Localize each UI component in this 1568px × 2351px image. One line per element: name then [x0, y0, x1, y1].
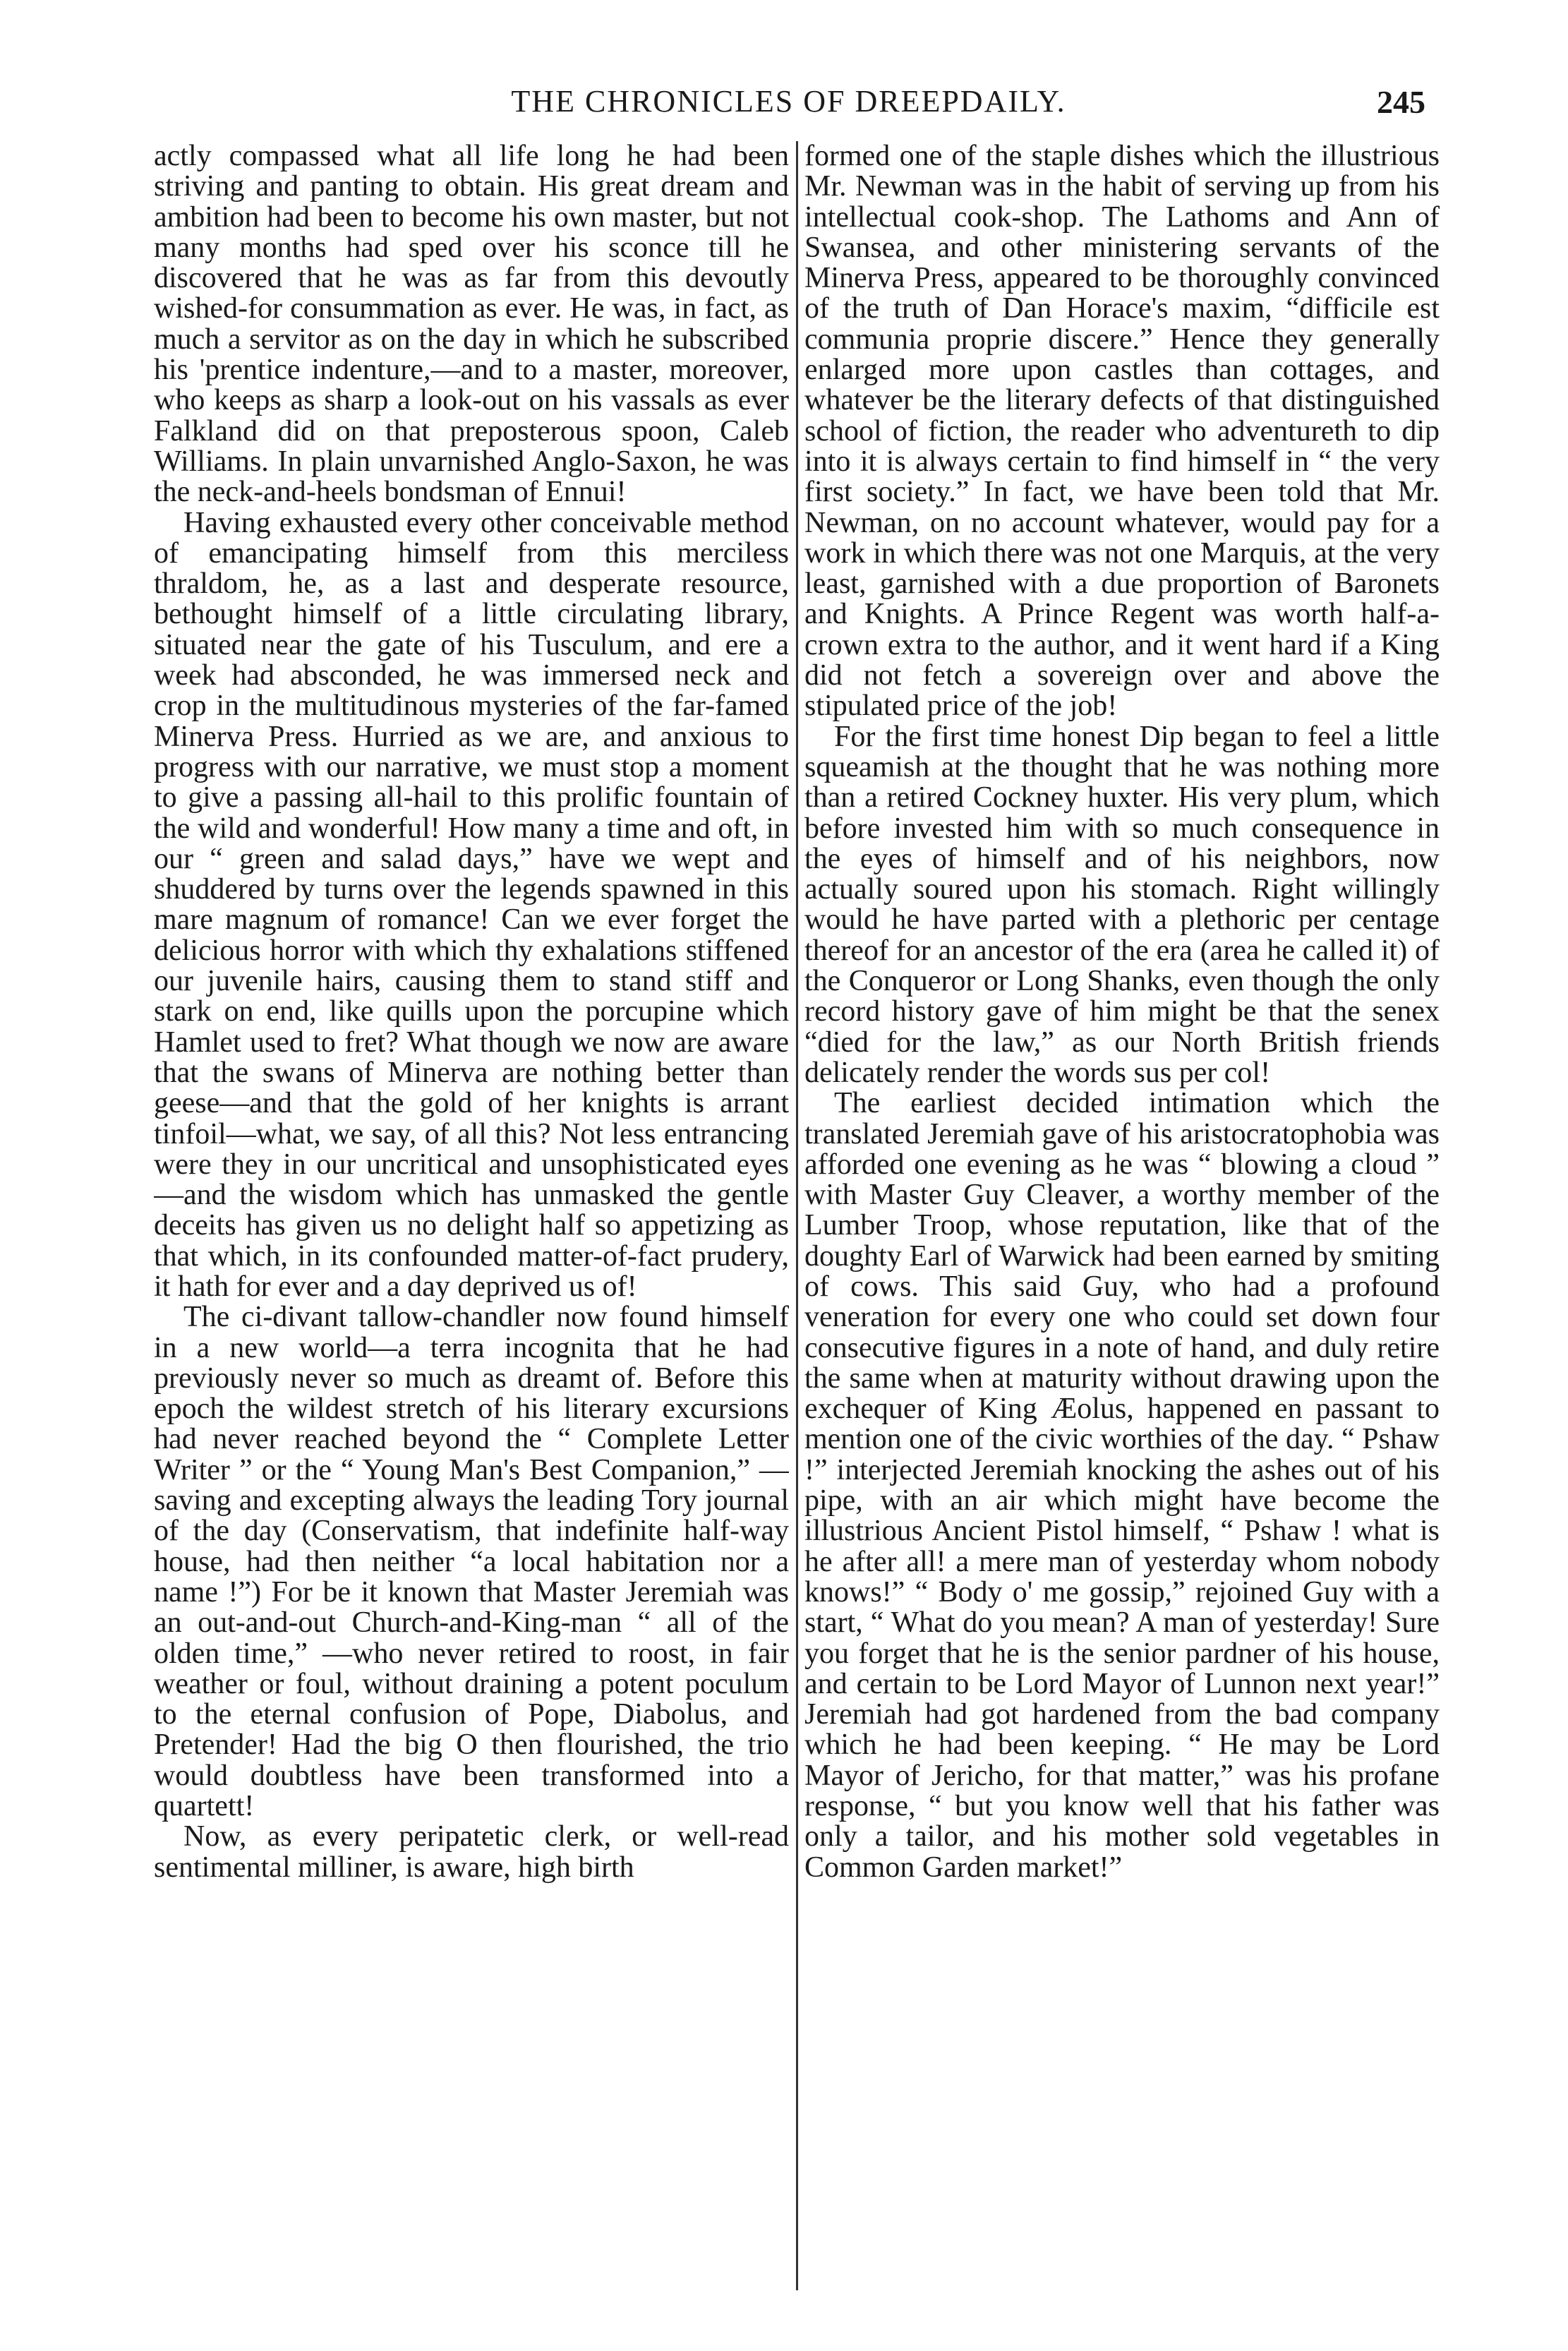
page-number: 245	[1377, 84, 1425, 120]
running-title: THE CHRONICLES OF DREEPDAILY.	[511, 84, 1066, 119]
left-paragraph-1: actly compassed what all life long he had been striving and panting to obtain. His great dream and ambition had been to become his own master, but not many months had sped over his sconce till he discovered that he was as far from this devoutly wished-for consummation as ever. He was, in fact, as much a servitor as on the day in which he subscribed his 'prentice indenture,—and to a master, moreover, who keeps as sharp a look-out on his vassals as ever Falkland did on that preposterous spoon, Caleb Williams. In plain unvarnished Anglo-Saxon, he was the neck-and-heels bondsman of Ennui!	[154, 141, 789, 509]
running-head	[152, 83, 1425, 126]
right-paragraph-1: formed one of the staple dishes which the illustrious Mr. Newman was in the habit of serving up from his intellectual cook-shop. The Lathoms and Ann of Swansea, and other ministering servants of the Minerva Press, appeared to be thoroughly convinced of the truth of Dan Horace's maxim, “difficile est communia proprie discere.” Hence they generally enlarged more upon castles than cottages, and whatever be the literary defects of that distinguished school of fiction, the reader who adventureth to dip into it is always certain to find himself in “ the very first society.” In fact, we have been told that Mr. Newman, on no account whatever, would pay for a work in which there was not one Marquis, at the very least, garnished with a due proportion of Baronets and Knights. A Prince Regent was worth half-a-crown extra to the author, and it went hard if a King did not fetch a sovereign over and above the stipulated price of the job!	[804, 141, 1440, 723]
left-paragraph-3: The ci-divant tallow-chandler now found himself in a new world—a terra incognita that he had previously never so much as dreamt of. Before this epoch the wildest stretch of his literary excursions had never reached beyond the “ Complete Letter Writer ” or the “ Young Man's Best Companion,” —saving and excepting always the leading Tory journal of the day (Conservatism, that indefinite half-way house, had then neither “a local habitation nor a name !”) For be it known that Master Jeremiah was an out-and-out Church-and-King-man “ all of the olden time,” —who never retired to roost, in fair weather or foul, without draining a potent poculum to the eternal confusion of Pope, Diabolus, and Pretender! Had the big O then flourished, the trio would doubtless have been transformed into a quartett!	[154, 1301, 789, 1823]
right-column	[804, 141, 1440, 2294]
left-paragraph-4: Now, as every peripatetic clerk, or well-read sentimental milliner, is aware, high birth	[154, 1820, 789, 1884]
left-paragraph-2: Having exhausted every other conceivable method of emancipating himself from this merciless thraldom, he, as a last and desperate resource, bethought himself of a little circulating library, situated near the gate of his Tusculum, and ere a week had absconded, he was immersed neck and crop in the multitudinous mysteries of the far-famed Minerva Press. Hurried as we are, and anxious to progress with our narrative, we must stop a moment to give a passing all-hail to this prolific fountain of the wild and wonderful! How many a time and oft, in our “ green and salad days,” have we wept and shuddered by turns over the legends spawned in this mare magnum of romance! Can we ever forget the delicious horror with which thy exhalations stiffened our juvenile hairs, causing them to stand stiff and stark on end, like quills upon the porcupine which Hamlet used to fret? What though we now are aware that the swans of Minerva are nothing better than geese—and that the gold of her knights is arrant tinfoil—what, we say, of all this? Not less entrancing were they in our uncritical and unsophisticated eyes—and the wisdom which has unmasked the gentle deceits has given us no delight half so appetizing as that which, in its confounded matter-of-fact prudery, it hath for ever and a day deprived us of!	[154, 506, 789, 1303]
right-paragraph-2: For the first time honest Dip began to feel a little squeamish at the thought that he was nothing more than a retired Cockney huxter. His very plum, which before invested him with so much consequence in the eyes of himself and of his neighbors, now actually soured upon his stomach. Right willingly would he have parted with a plethoric per centage thereof for an ancestor of the era (area he called it) of the Conqueror or Long Shanks, even though the only record history gave of him might be that the senex “died for the law,” as our North British friends delicately render the words sus per col!	[804, 720, 1440, 1089]
left-column	[154, 141, 789, 2294]
column-divider	[796, 141, 798, 2290]
right-paragraph-3: The earliest decided intimation which the translated Jeremiah gave of his aristocratophobia was afforded one evening as he was “ blowing a cloud ” with Master Guy Cleaver, a worthy member of the Lumber Troop, whose reputation, like that of the doughty Earl of Warwick had been earned by smiting of cows. This said Guy, who had a profound veneration for every one who could set down four consecutive figures in a note of hand, and duly retire the same when at maturity without drawing upon the exchequer of King Æolus, happened en passant to mention one of the civic worthies of the day. “ Pshaw !” interjected Jeremiah knocking the ashes out of his pipe, with an air which might have become the illustrious Ancient Pistol himself, “ Pshaw ! what is he after all! a mere man of yesterday whom nobody knows!” “ Body o' me gossip,” rejoined Guy with a start, “ What do you mean? A man of yesterday! Sure you forget that he is the senior pardner of his house, and certain to be Lord Mayor of Lunnon next year!” Jeremiah had got hardened from the bad company which he had been keeping. “ He may be Lord Mayor of Jericho, for that matter,” was his profane response, “ but you know well that his father was only a tailor, and his mother sold vegetables in Common Garden market!”	[804, 1087, 1440, 1884]
